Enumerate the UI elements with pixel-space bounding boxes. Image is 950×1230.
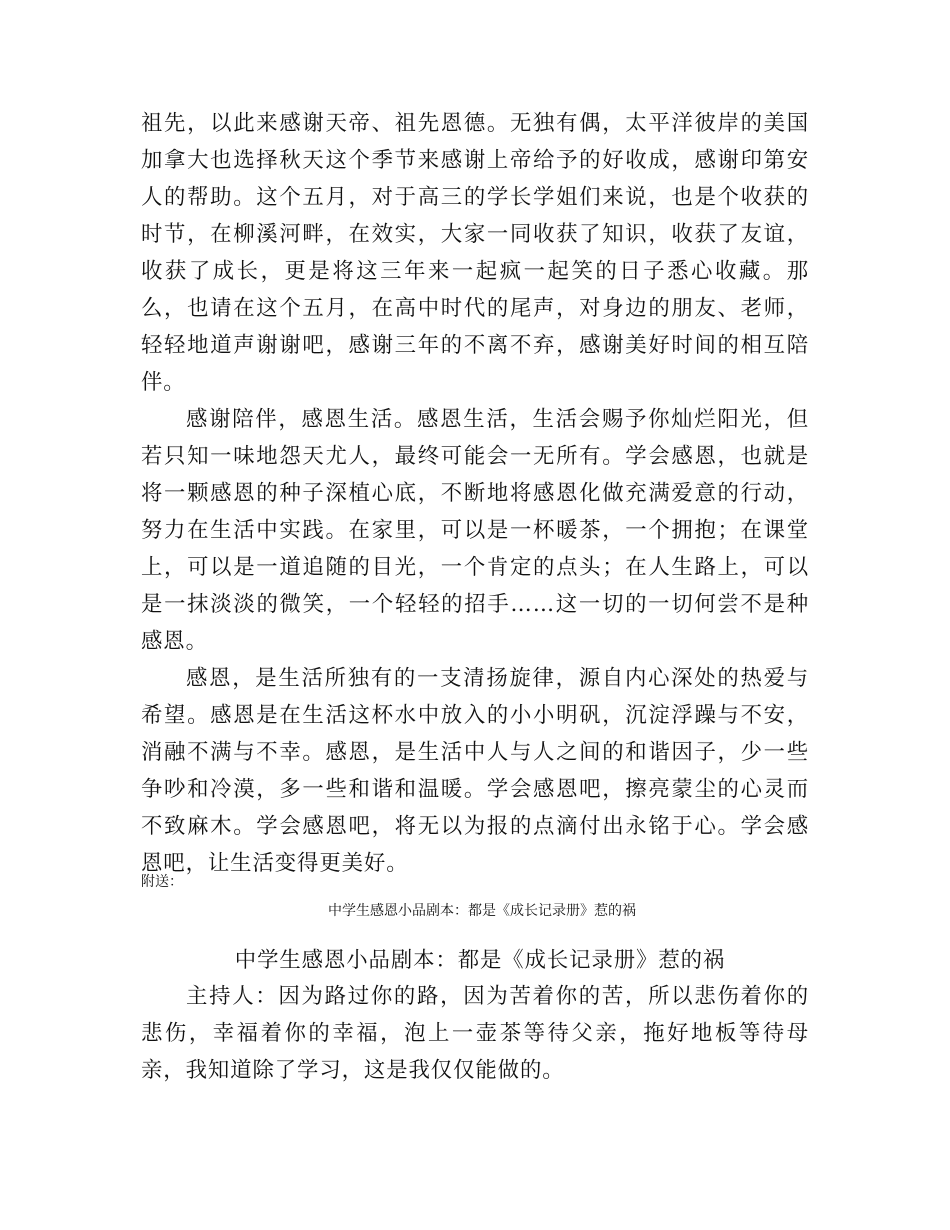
- essay-body: [141, 105, 809, 882]
- appendix-small-title: 中学生感恩小品剧本：都是《成长记录册》惹的祸: [328, 903, 636, 919]
- script-title: 中学生感恩小品剧本：都是《成长记录册》惹的祸: [234, 948, 726, 973]
- script-body: [141, 978, 809, 1089]
- paragraph-2: 感谢陪伴，感恩生活。感恩生活，生活会赐予你灿烂阳光，但若只知一味地怨天尤人，最终可能会一无所有。学会感恩，也就是将一颗感恩的种子深植心底，不断地将感恩化做充满爱意的行动，努力在生活中实践。在家里，可以是一杯暖茶，一个拥抱；在课堂上，可以是一道追随的目光，一个肯定的点头；在人生路上，可以是一抹淡淡的微笑，一个轻轻的招手……这一切的一切何尝不是种感恩。: [141, 407, 809, 654]
- script-paragraph-1: 主持人：因为路过你的路，因为苦着你的苦，所以悲伤着你的悲伤，幸福着你的幸福，泡上一壶茶等待父亲，拖好地板等待母亲，我知道除了学习，这是我仅仅能做的。: [141, 984, 809, 1083]
- paragraph-1: 祖先，以此来感谢天帝、祖先恩德。无独有偶，太平洋彼岸的美国加拿大也选择秋天这个季节来感谢上帝给予的好收成，感谢印第安人的帮助。这个五月，对于高三的学长学姐们来说，也是个收获的时节，在柳溪河畔，在效实，大家一同收获了知识，收获了友谊，收获了成长，更是将这三年来一起疯一起笑的日子悉心收藏。那么，也请在这个五月，在高中时代的尾声，对身边的朋友、老师，轻轻地道声谢谢吧，感谢三年的不离不弃，感谢美好时间的相互陪伴。: [141, 111, 809, 395]
- appendix-label: 附送：: [141, 874, 183, 890]
- paragraph-3: 感恩，是生活所独有的一支清扬旋律，源自内心深处的热爱与希望。感恩是在生活这杯水中放入的小小明矾，沉淀浮躁与不安，消融不满与不幸。感恩，是生活中人与人之间的和谐因子，少一些争吵和冷漠，多一些和谐和温暖。学会感恩吧，擦亮蒙尘的心灵而不致麻木。学会感恩吧，将无以为报的点滴付出永铭于心。学会感恩吧，让生活变得更美好。: [141, 666, 809, 876]
